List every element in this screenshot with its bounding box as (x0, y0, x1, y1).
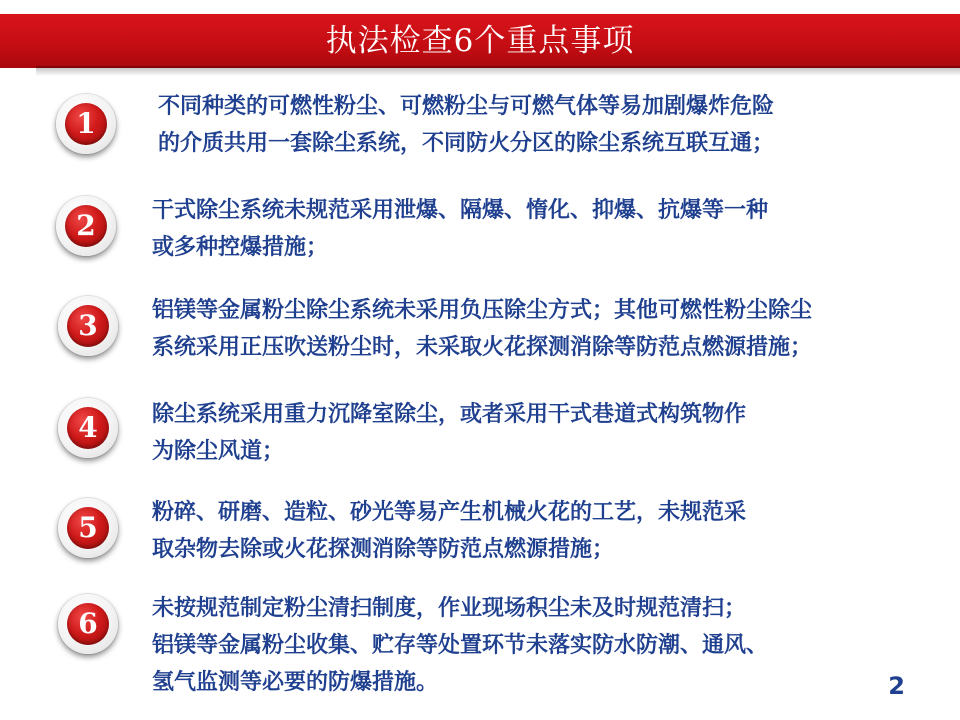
number-badge-5 (58, 498, 118, 558)
item-text (152, 192, 768, 266)
item-line: 为除尘风道； (152, 439, 285, 464)
item-line: 干式除尘系统未规范采用泄爆、隔爆、惰化、抑爆、抗爆等一种 (152, 198, 769, 223)
item-line: 铝镁等金属粉尘除尘系统未采用负压除尘方式；其他可燃性粉尘除尘 (152, 298, 813, 323)
item-text (152, 292, 812, 366)
item-text (152, 396, 746, 470)
item-line: 除尘系统采用重力沉降室除尘，或者采用干式巷道式构筑物作 (152, 402, 747, 427)
number-badge-3 (58, 296, 118, 356)
item-line: 氢气监测等必要的防爆措施。 (152, 670, 439, 695)
item-line: 系统采用正压吹送粉尘时，未采取火花探测消除等防范点燃源措施； (152, 335, 813, 360)
item-line: 粉碎、研磨、造粒、砂光等易产生机械火花的工艺，未规范采 (152, 500, 747, 525)
item-text (158, 88, 774, 162)
item-line: 未按规范制定粉尘清扫制度，作业现场积尘未及时规范清扫； (152, 596, 747, 621)
slide-title: 执法检查6个重点事项 (325, 23, 635, 59)
badge-number: 4 (78, 411, 98, 444)
item-line: 铝镁等金属粉尘收集、贮存等处置环节未落实防水防潮、通风、 (152, 633, 769, 658)
page-number: 2 (888, 672, 905, 700)
item-line: 不同种类的可燃性粉尘、可燃粉尘与可燃气体等易加剧爆炸危险 (158, 94, 775, 119)
item-line: 或多种控爆措施； (152, 235, 329, 260)
badge-number: 5 (78, 511, 98, 544)
badge-number: 2 (76, 209, 96, 242)
item-text (152, 590, 768, 701)
number-badge-4 (58, 398, 118, 458)
number-badge-2 (56, 196, 116, 256)
badge-number: 6 (78, 607, 98, 640)
number-badge-1 (56, 94, 116, 154)
badge-number: 1 (76, 107, 96, 140)
badge-number: 3 (78, 309, 98, 342)
item-text (152, 494, 746, 568)
item-line: 的介质共用一套除尘系统，不同防火分区的除尘系统互联互通； (158, 131, 775, 156)
number-badge-6 (58, 594, 118, 654)
item-line: 取杂物去除或火花探测消除等防范点燃源措施； (152, 537, 615, 562)
